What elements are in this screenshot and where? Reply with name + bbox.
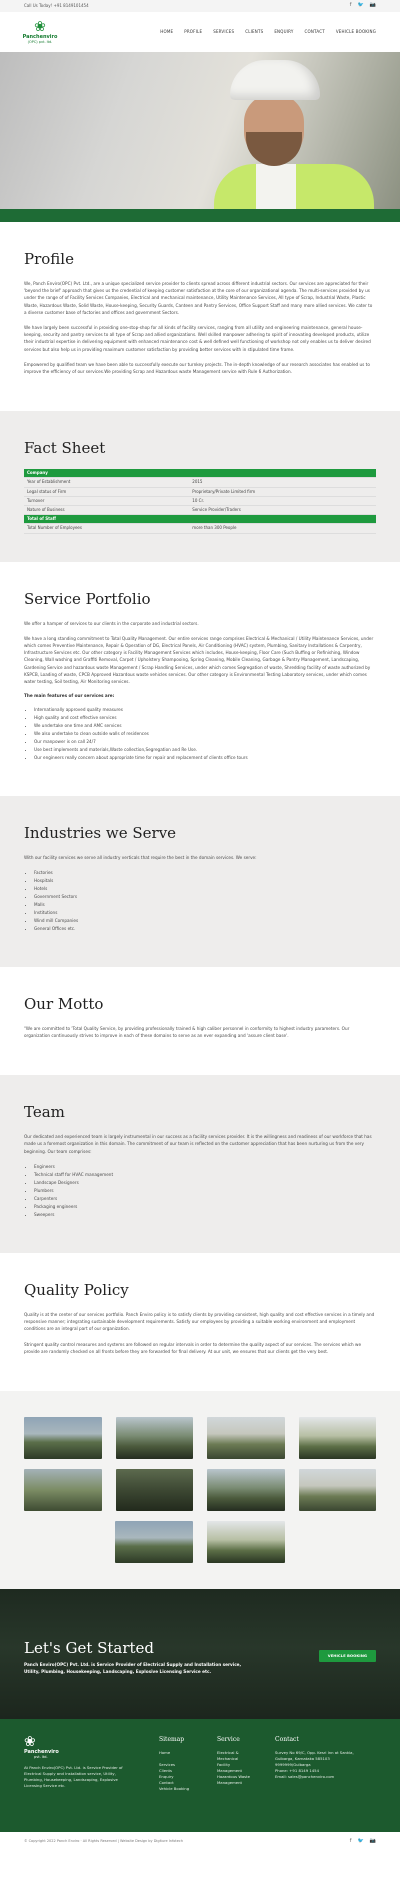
footer-services (217, 1735, 275, 1792)
facebook-icon[interactable]: f (349, 2, 352, 9)
hero-worker-helmet (230, 60, 320, 100)
motto-title: Our Motto (24, 994, 104, 1013)
gallery-image[interactable] (115, 1521, 193, 1563)
hero-worker-beard (246, 132, 302, 166)
fact-sheet-title: Fact Sheet (24, 439, 106, 458)
team-intro: Our dedicated and experienced team is largely instrumental in our success as a facility services provider. It is the willingness and readiness of our workforce that has made us a foremost organization in this domain. The commitment of our team is reflected on the customer appreciation that has been nurturing us from the very beginning. Our team comprises: (24, 1134, 372, 1154)
quality-title: Quality Policy (24, 1280, 129, 1299)
main-nav (160, 29, 376, 35)
list-item: • Our engineers really concern about appropriate time for repair and replacement of clients office tours (34, 754, 376, 762)
portfolio-para: We offer a hamper of services to our clients in the corporate and industrial sectors. (24, 620, 199, 626)
service-link[interactable]: Mechanical (217, 1756, 239, 1762)
vehicle-booking-button[interactable]: VEHICLE BOOKING (319, 1650, 376, 1662)
industries-title: Industries we Serve (24, 823, 177, 842)
nav-enquiry[interactable]: ENQUIRY (274, 28, 294, 34)
list-item: • Carpenters (34, 1195, 376, 1203)
phone-text: Call Us Today! +91 8149101454 (24, 2, 89, 8)
logo-sub: (OPC) pvt. ltd. (27, 40, 53, 44)
fact-key: Year of Establishment (24, 478, 189, 487)
sitemap-link-vehicle-booking[interactable]: Vehicle Booking (159, 1786, 190, 1792)
list-item: • Factories (34, 869, 376, 877)
twitter-icon[interactable]: 🐦 (357, 2, 364, 9)
fact-sheet-table (24, 469, 376, 533)
fact-value (189, 515, 376, 524)
team-section (0, 1075, 400, 1253)
sitemap-link-clients[interactable]: Clients (159, 1768, 172, 1774)
contact-title: Contact (275, 1735, 299, 1743)
cta-text: Panch Enviro(OPC) Pvt. Ltd. is Service Provider of Electrical Supply and Installation service, Utility, Plumbing, Housekeeping, Landscaping, Explosive Licensing Service etc. (24, 1661, 242, 1674)
gallery-image[interactable] (116, 1417, 194, 1459)
list-item: • Landscape Designers (34, 1179, 376, 1187)
logo-brand: Panchenviro (22, 34, 58, 40)
gallery-image[interactable] (116, 1469, 194, 1511)
fact-key: Legal status of Firm (24, 487, 189, 496)
fact-value: 2015 (189, 478, 376, 487)
gallery-row (24, 1469, 376, 1511)
sitemap-link-contact[interactable]: Contact (159, 1780, 174, 1786)
features-title: The main features of our services are: (24, 693, 115, 699)
bottom-bar (0, 1832, 400, 1852)
list-item: • Use best implements and materials,Waste collection,Segregation and Re Use. (34, 746, 376, 754)
list-item: • We also undertake to clean outside walls of residences (34, 730, 376, 738)
contact-email[interactable]: Email: sales@panchenviro.com (275, 1774, 335, 1780)
contact-address: 9999999/Gulbarga (275, 1762, 311, 1768)
service-link[interactable]: Electrical & (217, 1750, 239, 1756)
nav-vehicle-booking[interactable]: VEHICLE BOOKING (335, 28, 376, 34)
table-row (24, 487, 376, 496)
table-row (24, 469, 376, 478)
list-item: • Packaging engineers (34, 1203, 376, 1211)
social-links (350, 2, 376, 10)
footer-brand: Panchenviro (24, 1748, 59, 1755)
fact-value: 10 Cr. (189, 496, 376, 505)
fact-value: Service Provider/Traders (189, 505, 376, 514)
footer-brand-sub: pvt. ltd. (34, 1754, 48, 1759)
list-item: • Technical staff for HVAC management (34, 1171, 376, 1179)
footer-sitemap (159, 1735, 217, 1792)
instagram-icon[interactable]: 📷 (369, 2, 376, 9)
fact-value: more than 300 People (189, 524, 376, 533)
table-row (24, 505, 376, 514)
contact-address: Gulbarga, Karnataka 585103 (275, 1756, 330, 1762)
profile-para: We have largely been successful in providing one-stop-shop for all kinds of facility services, ranging from all utility and engineering maintenance, general house-keeping, security and pantry services to all type of Scrap and allied organizations. Well skilled manpower adhering to spirit of innovating developed products, utilize their industrial expertise in delivering equipment with enhanced maintenance cost & well defined well functioning of workshop not only enables us to deliver desired services but also help us in providing maximum customer satisfaction by providing better services with in stipulated time frame. (24, 325, 371, 352)
industries-section (0, 796, 400, 967)
nav-contact[interactable]: CONTACT (304, 28, 325, 34)
gallery-image[interactable] (24, 1417, 102, 1459)
hero-banner (0, 52, 400, 222)
gallery-row (24, 1521, 376, 1563)
profile-para: We, Panch Enviro(OPC) Pvt. Ltd., are a unique specialized service provider to clients spread across different industrial sectors. Our services are appreciated for their 'beyond the brief' approach that gives us the credential of keeping customer satisfaction at the core of our organizational agenda. The multi-services provided by us under the range of of Facility Services Companies, Electrical and mechanical maintenance, Utility Maintenance Services, All type of Scrap, Industrial Waste, Plastic Waste, Hazardous Waste, Solid Waste, House-keeping, Security Guards, Canteen and Pantry Services, Office Support Staff and many more allied services. We cater to a diverse customer base of factories and offices and government Sectors. (24, 281, 373, 315)
hero-green-band (0, 209, 400, 222)
list-item: • High quality and cost effective services (34, 714, 376, 722)
list-item: • Wind mill Companies (34, 917, 376, 925)
gallery-image[interactable] (207, 1521, 285, 1563)
footer-logo-icon: ❀ (24, 1733, 36, 1750)
portfolio-title: Service Portfolio (24, 589, 151, 608)
contact-phone[interactable]: Phone: +91 8149 1454 (275, 1768, 319, 1774)
service-portfolio-section (0, 562, 400, 796)
service-link[interactable]: Management (217, 1780, 243, 1786)
fact-sheet-section (0, 411, 400, 561)
cta-banner (0, 1589, 400, 1719)
list-item: • Government Sectors (34, 893, 376, 901)
logo-leaf-icon: ❀ (34, 19, 46, 35)
nav-home[interactable]: HOME (160, 28, 174, 34)
footer-about-text: At Panch Enviro(OPC) Pvt. Ltd. is Service Provider of Electrical Supply and Installation service, Utility, Plumbing, Housekeeping, Landscaping, Explosive Licensing Service etc. (24, 1764, 123, 1788)
table-row (24, 496, 376, 505)
fact-key: Company (24, 469, 189, 478)
cta-title: Let's Get Started (24, 1638, 155, 1657)
quality-para: Stringent quality control measures and systems are followed on regular intervals in order to determine the quality aspect of our services. The services which we provide are randomly checked on all fronts before they are forwarded for final delivery. At our unit, we ensures that our clients get the very best. (24, 1341, 362, 1354)
list-item: • Malls (34, 901, 376, 909)
project-gallery (0, 1391, 400, 1589)
features-list (24, 706, 376, 762)
fact-value: Proprietary/Private Limited firm (189, 487, 376, 496)
facebook-icon[interactable]: f (349, 1838, 352, 1845)
team-title: Team (24, 1103, 65, 1122)
site-footer (0, 1719, 400, 1832)
sitemap-link-home[interactable]: Home (159, 1750, 171, 1756)
copyright-text: © Copyright 2022 Panch Enviro · All Rights Reserved | Website Design by Digiture Infotech (24, 1839, 184, 1844)
list-item: • Hospitals (34, 877, 376, 885)
list-item: • General Offices etc. (34, 925, 376, 933)
list-item: • Our manpower is on call 24/7 (34, 738, 376, 746)
list-item: • Institutions (34, 909, 376, 917)
service-title: Service (217, 1735, 240, 1743)
instagram-icon[interactable]: 📷 (369, 1838, 376, 1845)
footer-contact (275, 1735, 375, 1792)
nav-clients[interactable]: CLIENTS (245, 28, 264, 34)
table-row (24, 515, 376, 524)
team-list (24, 1163, 376, 1219)
nav-services[interactable]: SERVICES (213, 28, 235, 34)
motto-section (0, 967, 400, 1075)
sitemap-link-enquiry[interactable]: Enquiry (159, 1774, 174, 1780)
portfolio-para: We have a long standing commitment to Total Quality Management. Our entire services range comprises Electrical & Mechanical / Utility Maintenance Services, under which comes Preventive Maintenance, Repair & Operation of DG, Electrical Panels, Air Conditioning (HVAC) system, Plumbing, Sanitary Installations & Carpentry, Infrastructure Services etc. Our other category is Facility Management Services which includes, House-keeping, Floor Care (Such Buffing or Refinishing, Window Cleaning, Wall washing and Graffiti Removal, Carpet / Upholstery Shampooing, Spring Cleaning, Mobile Cleaning, Garbage & Pantry Management, Landscaping, Gardening Service and hazardous waste Management / Scrap Handling Services, under which comes Segregation of waste, Shredding facility of waste authorized by KSPCB, Loading of waste, CPCB Approved Hazardous waste vehicles services. Our other category is Environmental Testing Laboratory services, under which comes water testing, Soil testing, Air Monitoring services. (24, 635, 374, 684)
quality-policy-section (0, 1253, 400, 1391)
nav-profile[interactable]: PROFILE (184, 28, 203, 34)
sitemap-title: Sitemap (159, 1735, 185, 1743)
footer-columns (24, 1735, 376, 1792)
motto-text: "We are committed to 'Total Quality Service, by providing professionally trained & high caliber personnel in conformity to highest industry parameters. Our organization continuously strives to improve in each of these domains to serve as an ever expanding and 'assure client base'. (24, 1025, 350, 1039)
gallery-image[interactable] (24, 1469, 102, 1511)
service-link[interactable]: Facility (217, 1762, 231, 1768)
profile-title: Profile (24, 250, 74, 268)
twitter-icon[interactable]: 🐦 (357, 1838, 364, 1845)
fact-key: Total of Staff (24, 515, 189, 524)
industries-intro: With our facility services we serve all industry verticals that require the best in the domain services. We serve: (24, 854, 257, 860)
logo[interactable] (24, 20, 56, 44)
fact-key: Turnover (24, 496, 189, 505)
sitemap-link-services[interactable]: Services (159, 1762, 176, 1768)
contact-address: Survey No 69/C, Opp. Kesri Inn at Sankla, (275, 1750, 354, 1756)
industries-list (24, 869, 376, 933)
table-row (24, 478, 376, 487)
list-item: • Internationally approved quality measures (34, 706, 376, 714)
list-item: • We undertake one time and AMC services (34, 722, 376, 730)
footer-social-links (350, 1838, 376, 1846)
list-item: • Engineers (34, 1163, 376, 1171)
footer-logo[interactable] (24, 1735, 159, 1759)
top-bar (0, 0, 400, 12)
profile-section (0, 222, 400, 411)
profile-para: Empowered by qualified team we have been able to successfully execute our turnkey projects. The in-depth knowledge of our research associates has enabled us to improve the efficiency of our services.We providing Scrap and Hazardous waste Management service with Rule 6 Authorization. (24, 361, 370, 375)
fact-key: Nature of Business (24, 505, 189, 514)
footer-about (24, 1735, 159, 1792)
gallery-row (24, 1417, 376, 1459)
list-item: • Hotels (34, 885, 376, 893)
quality-para: Quality is at the center of our services portfolio. Panch Enviro policy is to satisfy clients by providing consistent, high quality and cost effective services in a timely and responsive manner; integrating sustainable development requirements. Satisfy our employees by providing a suitable working environment and employment conditions are an integral part of our organization. (24, 1311, 375, 1332)
gallery-image[interactable] (299, 1469, 377, 1511)
site-header (0, 12, 400, 52)
gallery-image[interactable] (207, 1469, 285, 1511)
service-link[interactable]: Management (217, 1768, 243, 1774)
table-row (24, 524, 376, 533)
list-item: • Sweepers (34, 1211, 376, 1219)
list-item: • Plumbers (34, 1187, 376, 1195)
service-link[interactable]: Hazardous Waste (217, 1774, 250, 1780)
gallery-image[interactable] (207, 1417, 285, 1459)
fact-key: Total Number of Employees (24, 524, 189, 533)
gallery-image[interactable] (299, 1417, 377, 1459)
fact-value (189, 469, 376, 478)
